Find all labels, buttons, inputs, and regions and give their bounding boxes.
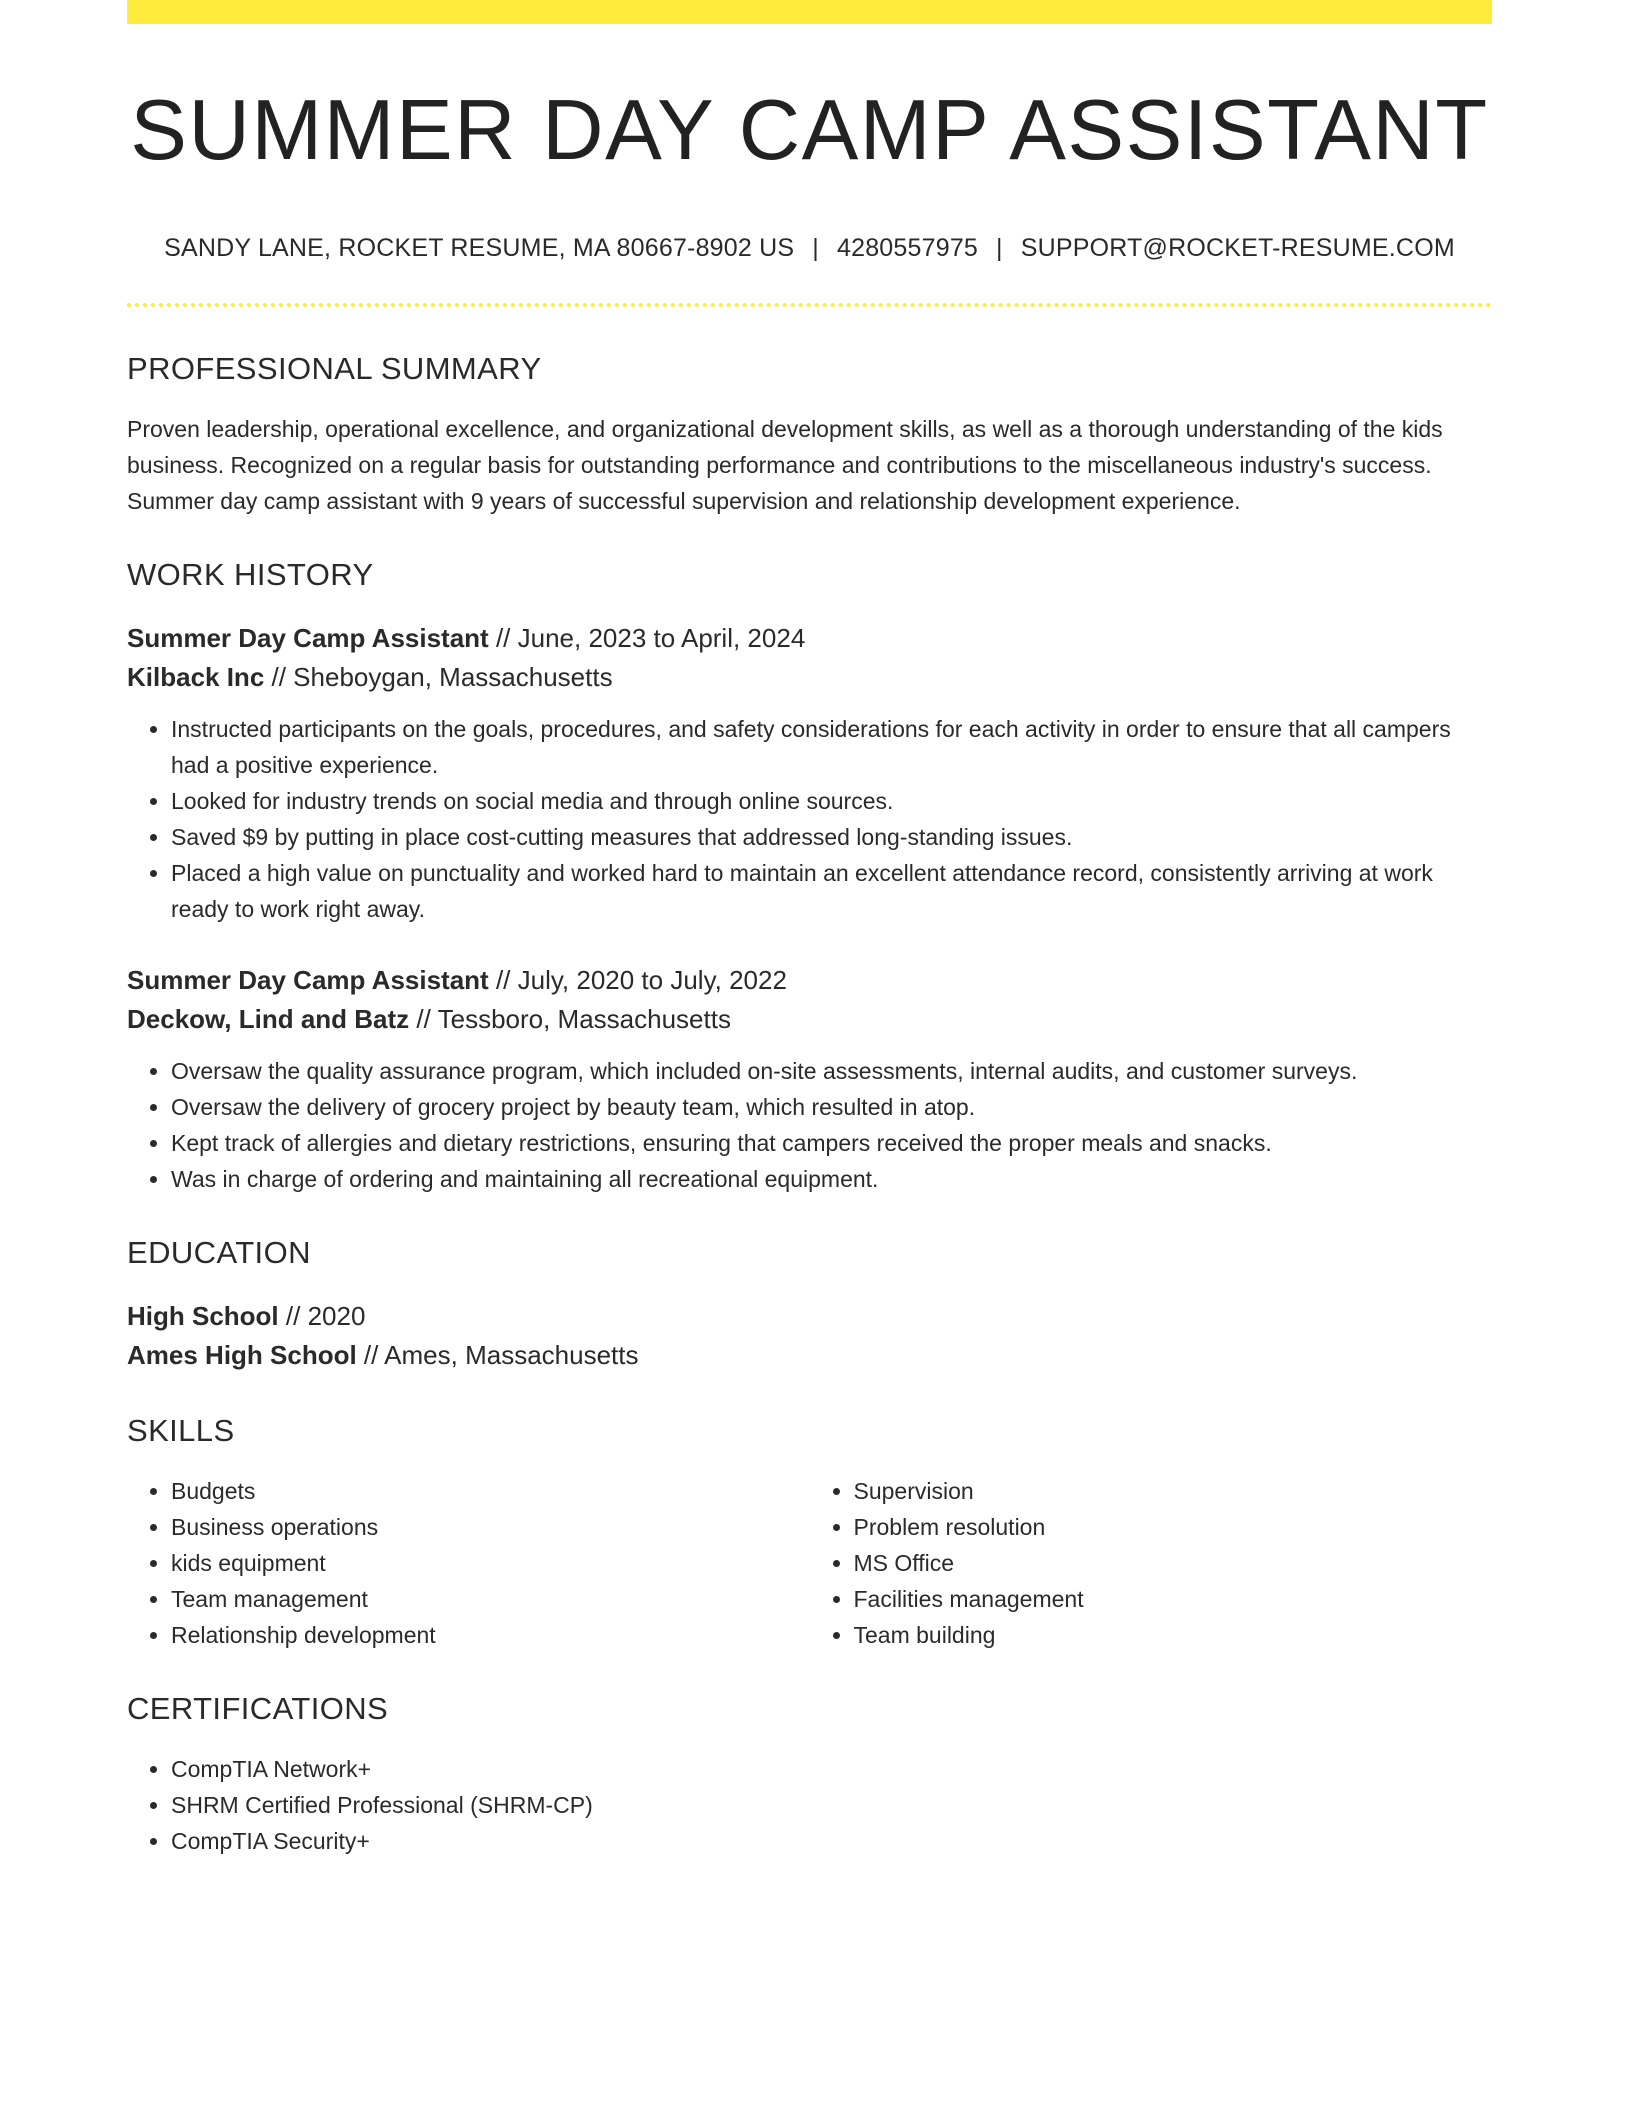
job-location: // Tessboro, Massachusetts xyxy=(409,1004,731,1034)
accent-top-bar xyxy=(127,0,1492,24)
job-company: Kilback Inc xyxy=(127,662,265,692)
summary-text: Proven leadership, operational excellence, and organizational development skills, as well as a thorough understanding of the kids business. Recognized on a regular basis for outstanding performance and contributions to the miscellaneous industry's success. Summer day camp assistant with 9 years of successful supervision and relationship development experience. xyxy=(127,416,1443,514)
contact-phone: 4280557975 xyxy=(836,234,979,262)
education-school: Ames High School xyxy=(127,1340,357,1370)
job-header xyxy=(127,961,1492,1039)
list-item: • CompTIA Security+ xyxy=(171,1823,1492,1859)
skills-list-left xyxy=(127,1473,810,1653)
work-history-heading: WORK HISTORY xyxy=(127,557,374,592)
education-year: // 2020 xyxy=(278,1301,366,1331)
list-item: • Supervision xyxy=(854,1473,1493,1509)
list-item: • Facilities management xyxy=(854,1581,1493,1617)
contact-line xyxy=(127,234,1492,263)
education-degree: High School xyxy=(127,1301,279,1331)
list-item: • Relationship development xyxy=(171,1617,810,1653)
job-company: Deckow, Lind and Batz xyxy=(127,1004,410,1034)
job-dates: // July, 2020 to July, 2022 xyxy=(488,965,787,995)
skills-heading: SKILLS xyxy=(127,1413,235,1448)
summary-heading: PROFESSIONAL SUMMARY xyxy=(127,351,542,386)
job-bullets xyxy=(127,711,1492,927)
list-item: • Kept track of allergies and dietary restrictions, ensuring that campers received the proper meals and snacks. xyxy=(171,1125,1492,1161)
job-role: Summer Day Camp Assistant xyxy=(127,965,489,995)
job-location: // Sheboygan, Massachusetts xyxy=(264,662,613,692)
header-divider xyxy=(127,303,1492,307)
skills-grid xyxy=(127,1473,1492,1653)
education-heading: EDUCATION xyxy=(127,1235,311,1270)
contact-email[interactable]: SUPPORT@ROCKET-RESUME.COM xyxy=(1020,234,1455,262)
job-dates: // June, 2023 to April, 2024 xyxy=(488,623,806,653)
contact-separator: | xyxy=(996,234,1003,262)
list-item: • Placed a high value on punctuality and worked hard to maintain an excellent attendance record, consistently arriving at work ready to work right away. xyxy=(171,855,1492,927)
list-item: • MS Office xyxy=(854,1545,1493,1581)
list-item: • Was in charge of ordering and maintaining all recreational equipment. xyxy=(171,1161,1492,1197)
list-item: • Oversaw the delivery of grocery project by beauty team, which resulted in atop. xyxy=(171,1089,1492,1125)
resume-page xyxy=(127,0,1492,1859)
list-item: • Looked for industry trends on social media and through online sources. xyxy=(171,783,1492,819)
list-item: • Problem resolution xyxy=(854,1509,1493,1545)
job-header xyxy=(127,619,1492,697)
education-entry xyxy=(127,1297,1492,1375)
certifications-list xyxy=(127,1751,1492,1859)
list-item: • Instructed participants on the goals, procedures, and safety considerations for each activity in order to ensure that all campers had a positive experience. xyxy=(171,711,1492,783)
list-item: • CompTIA Network+ xyxy=(171,1751,1492,1787)
list-item: • Business operations xyxy=(171,1509,810,1545)
resume-title: SUMMER DAY CAMP ASSISTANT xyxy=(130,83,1489,178)
list-item: • Budgets xyxy=(171,1473,810,1509)
education-location: // Ames, Massachusetts xyxy=(356,1340,639,1370)
list-item: • Team management xyxy=(171,1581,810,1617)
certifications-heading: CERTIFICATIONS xyxy=(127,1691,389,1726)
contact-address: SANDY LANE, ROCKET RESUME, MA 80667-8902 US xyxy=(164,234,795,262)
list-item: • Saved $9 by putting in place cost-cutting measures that addressed long-standing issues. xyxy=(171,819,1492,855)
contact-separator: | xyxy=(812,234,819,262)
list-item: • Team building xyxy=(854,1617,1493,1653)
list-item: • Oversaw the quality assurance program, which included on-site assessments, internal audits, and customer surveys. xyxy=(171,1053,1492,1089)
list-item: • SHRM Certified Professional (SHRM-CP) xyxy=(171,1787,1492,1823)
list-item: • kids equipment xyxy=(171,1545,810,1581)
job-bullets xyxy=(127,1053,1492,1197)
job-role: Summer Day Camp Assistant xyxy=(127,623,489,653)
skills-list-right xyxy=(810,1473,1493,1653)
